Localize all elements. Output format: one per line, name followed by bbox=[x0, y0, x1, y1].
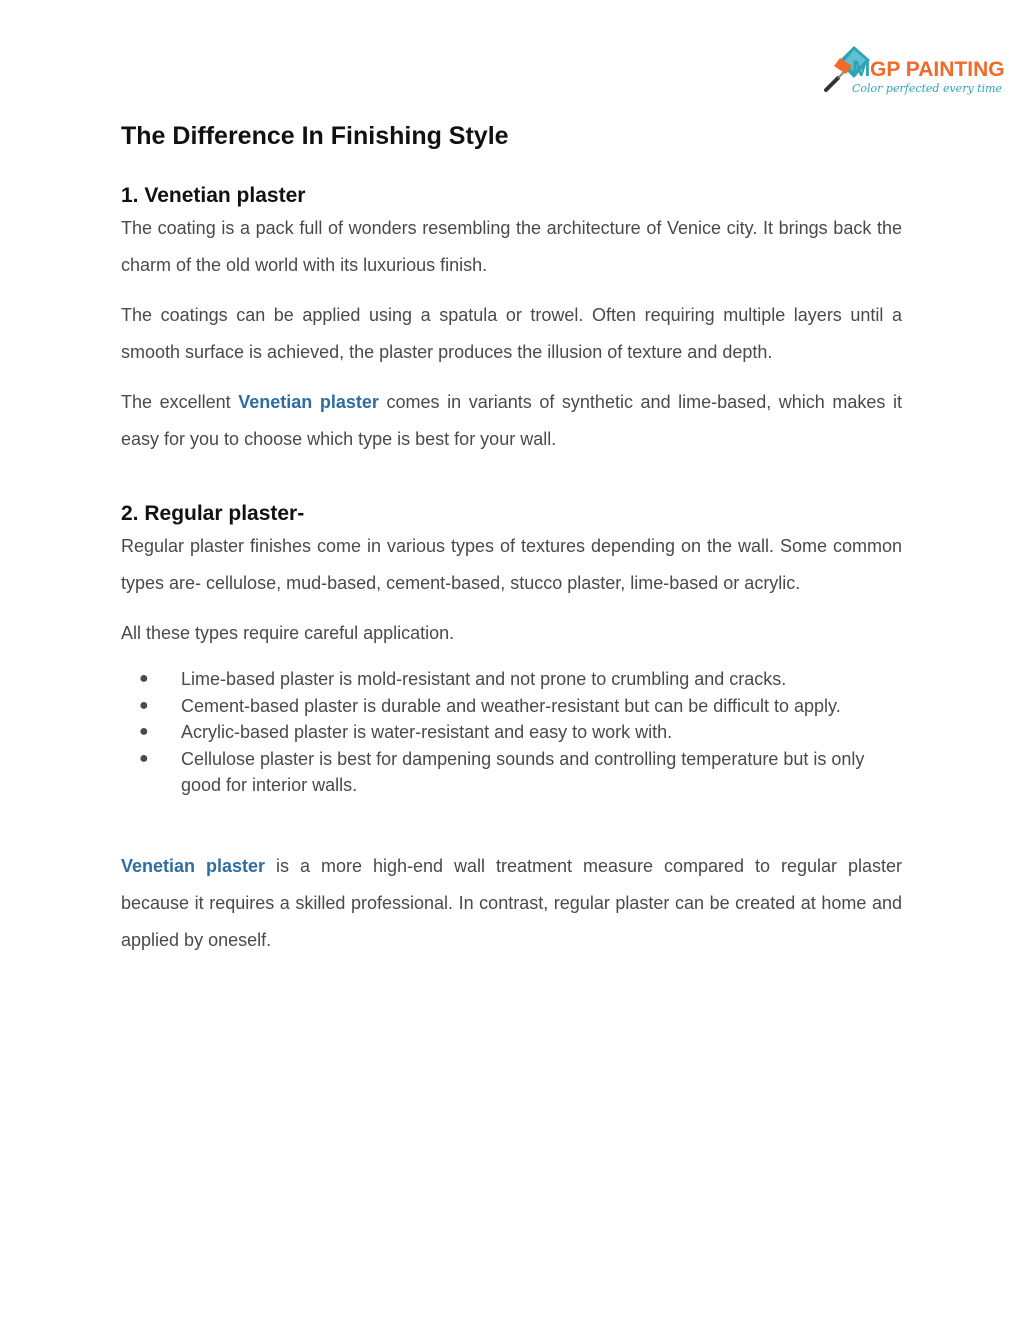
brand-logo bbox=[822, 44, 1005, 100]
list-item bbox=[121, 666, 902, 693]
closing-venetian-plaster-link[interactable]: Venetian plaster bbox=[121, 855, 266, 876]
regular-paragraph-1: Regular plaster finishes come in various types of textures depending on the wall. Some common types are- cellulose, mud-based, cement-based, stucco plaster, lime-based or acrylic. bbox=[121, 536, 902, 593]
bullet-icon: ● bbox=[139, 723, 149, 740]
list-item-text: Cement-based plaster is durable and weather-resistant but can be difficult to apply. bbox=[181, 695, 841, 716]
document-body bbox=[121, 118, 902, 959]
section-heading-venetian: 1. Venetian plaster bbox=[121, 184, 306, 207]
bullet-icon: ● bbox=[139, 696, 149, 714]
section-heading-regular: 2. Regular plaster- bbox=[121, 502, 305, 525]
venetian-paragraph-3-rest: comes in variants of synthetic and lime-based, which makes it easy for you to choose which type is best for your wall. bbox=[121, 392, 903, 449]
venetian-plaster-link[interactable]: Venetian plaster bbox=[238, 392, 379, 412]
logo-tagline: Color perfected every time bbox=[852, 82, 1003, 95]
paint-roller-icon bbox=[822, 44, 1005, 100]
bullet-icon: ● bbox=[139, 670, 149, 687]
list-item-text: Acrylic-based plaster is water-resistant and easy to work with. bbox=[181, 722, 673, 742]
regular-paragraph-2: All these types require careful application. bbox=[121, 623, 455, 643]
list-item bbox=[121, 693, 902, 720]
list-item bbox=[121, 746, 902, 799]
list-item bbox=[121, 719, 902, 746]
logo-wordmark: GP PAINTING bbox=[870, 58, 1005, 81]
list-item-text: Lime-based plaster is mold-resistant and not prone to crumbling and cracks. bbox=[181, 669, 787, 689]
venetian-paragraph-1: The coating is a pack full of wonders resembling the architecture of Venice city. It brings back the charm of the old world with its luxurious finish. bbox=[121, 218, 902, 275]
bullet-icon: ● bbox=[139, 749, 149, 767]
page-title: The Difference In Finishing Style bbox=[121, 122, 509, 150]
venetian-paragraph-3 bbox=[121, 384, 902, 458]
closing-paragraph-text: is a more high-end wall treatment measure compared to regular plaster because it requires a skilled professional. In contrast, regular plaster can be created at home and applied by oneself. bbox=[121, 855, 902, 950]
plaster-types-list bbox=[121, 666, 902, 799]
venetian-paragraph-3-lead: The excellent bbox=[121, 392, 239, 412]
venetian-paragraph-2: The coatings can be applied using a spatula or trowel. Often requiring multiple layers until a smooth surface is achieved, the plaster produces the illusion of texture and depth. bbox=[121, 305, 902, 362]
logo-letter-m: M bbox=[852, 56, 871, 81]
closing-paragraph bbox=[121, 848, 902, 959]
list-item-text: Cellulose plaster is best for dampening sounds and controlling temperature but is only good for interior walls. bbox=[181, 748, 865, 795]
